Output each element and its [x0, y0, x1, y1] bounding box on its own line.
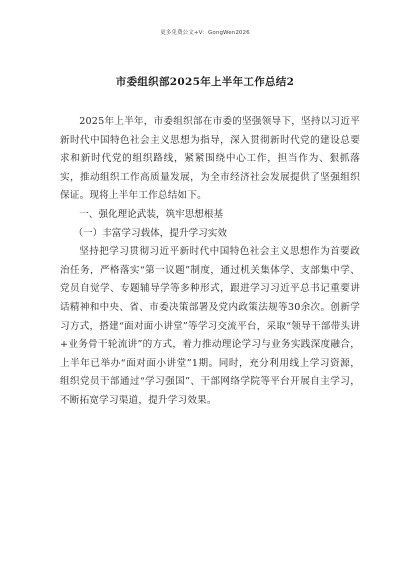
section-heading: 一、强化理论武装，筑牢思想根基 — [79, 208, 224, 220]
header-note: 更多免费公文+V：GongWen2026 — [160, 30, 250, 36]
intro-paragraph: 2025年上半年，市委组织部在市委的坚强领导下，坚持以习近平新时代中国特色社会主义思想为指导，深入贯彻新时代党的建设总要求和新时代党的组织路线，紧紧围绕中心工作，担当作为、狠抓落实，推动组织工作高质量发展，为全市经济社会发展提供了坚强组织保证。现将上半年工作总结如下。 — [60, 116, 360, 202]
subsection-heading: （一）丰富学习载体，提升学习实效 — [73, 227, 227, 239]
subsection-paragraph: 坚持把学习贯彻习近平新时代中国特色社会主义思想作为首要政治任务，严格落实“第一议题”制度，通过机关集体学、支部集中学、党员自觉学、专题辅导学等多种形式，跟进学习习近平总书记重要讲话精神和中央、省、市委决策部署及党内政策法规等30余次。创新学习方式，搭建“面对面小讲堂”等学习交流平台，采取“领导干部带头讲+业务骨干轮流讲”的方式，着力推动理论学习与业务实践深度融合，上半年已举办“面对面小讲堂”1期。同时，充分利用线上学习资源，组织党员干部通过“学习强国”、干部网络学院等平台开展自主学习，不断拓宽学习渠道，提升学习效果。 — [60, 246, 360, 406]
document-body — [60, 113, 360, 411]
document-title: 市委组织部2025年上半年工作总结2 — [115, 76, 295, 88]
